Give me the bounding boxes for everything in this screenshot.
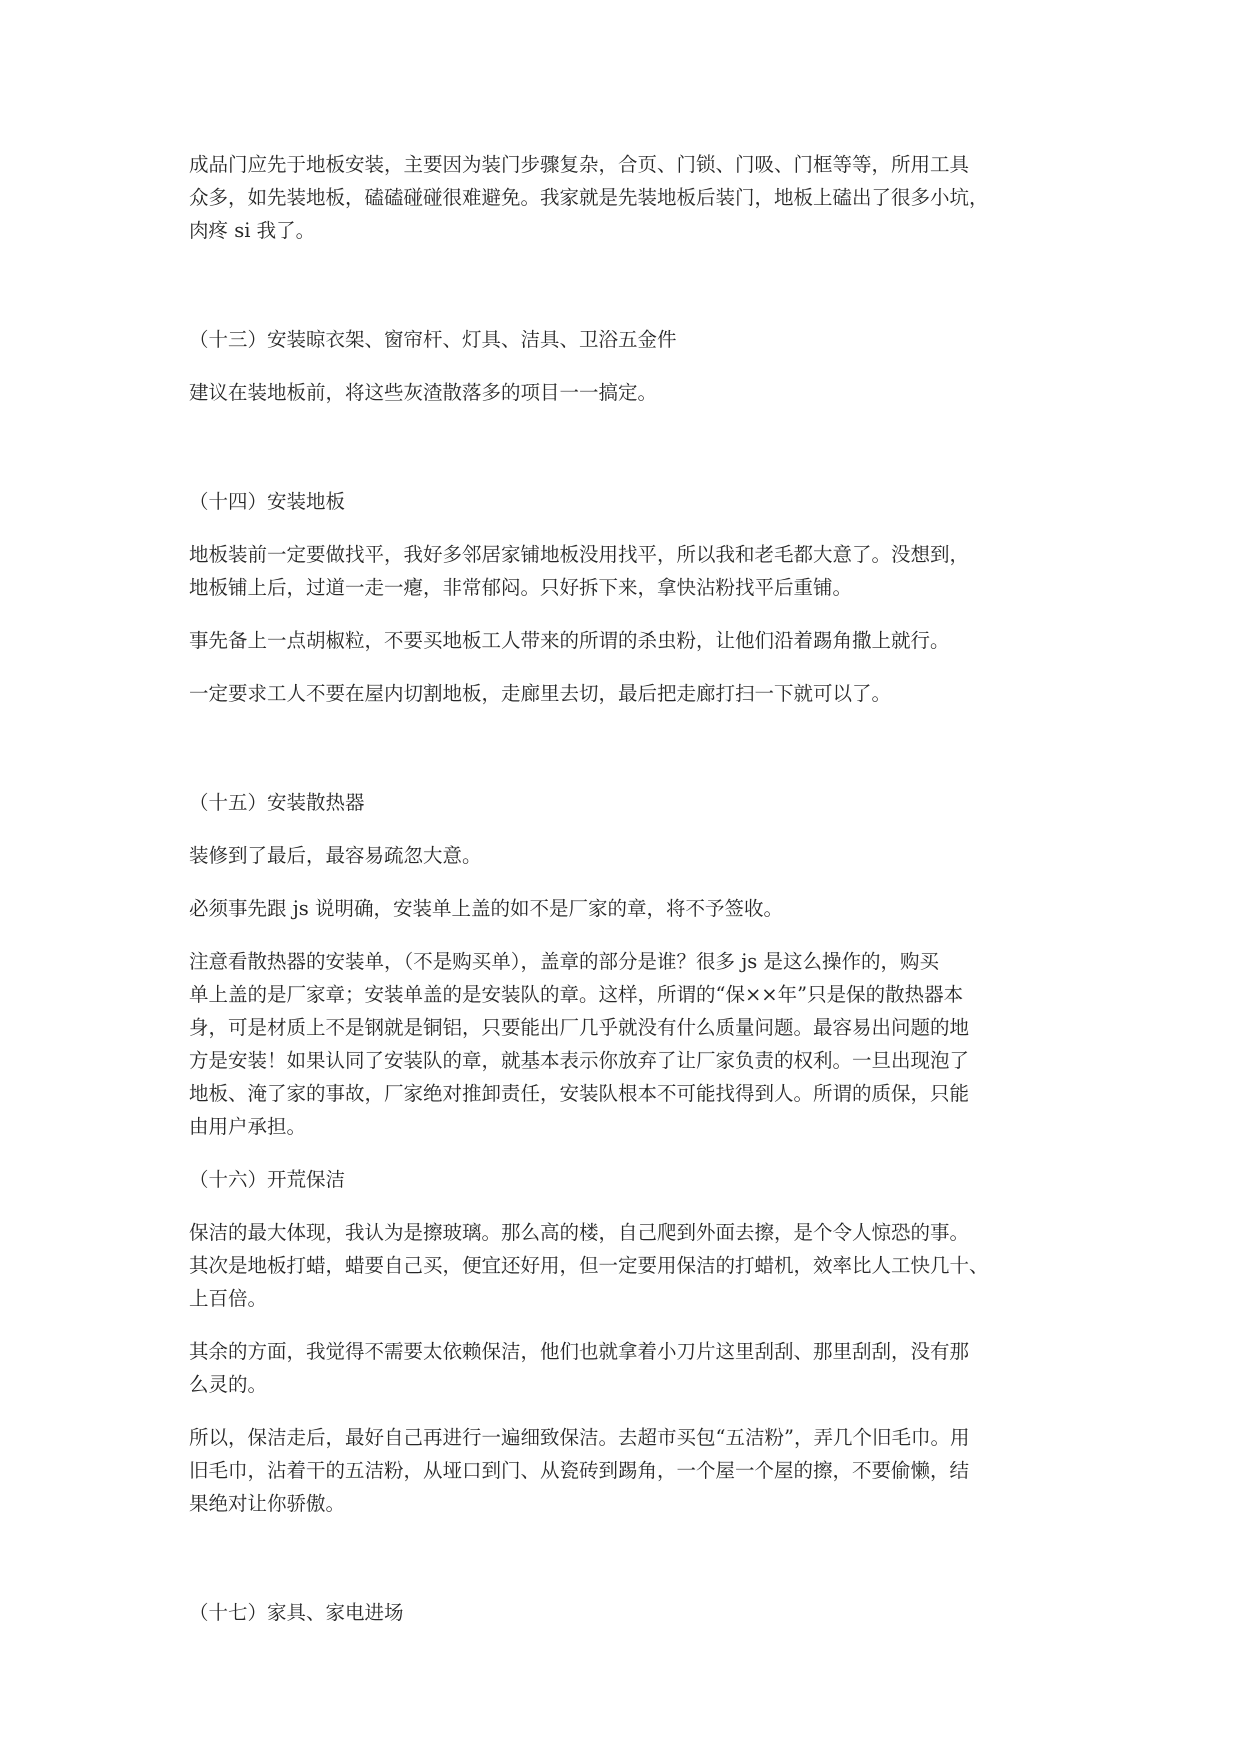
section-spacer bbox=[189, 267, 1089, 323]
paragraph bbox=[189, 945, 1089, 1143]
section-heading: （十七）家具、家电进场 bbox=[189, 1601, 404, 1624]
paragraph-line: 必须事先跟 js 说明确，安装单上盖的如不是厂家的章，将不予签收。 bbox=[189, 897, 783, 920]
section-heading: （十六）开荒保洁 bbox=[189, 1168, 346, 1191]
paragraph-line: 方是安装！如果认同了安装队的章，就基本表示你放弃了让厂家负责的权利。一旦出现泡了 bbox=[189, 1049, 970, 1072]
document-body bbox=[189, 148, 1089, 1649]
paragraph bbox=[189, 839, 1089, 872]
paragraph-line: 其次是地板打蜡，蜡要自己买，便宜还好用，但一定要用保洁的打蜡机，效率比人工快几十、 bbox=[189, 1254, 989, 1277]
paragraph bbox=[189, 538, 1089, 604]
section-spacer bbox=[189, 429, 1089, 485]
paragraph-line: 众多，如先装地板，磕磕碰碰很难避免。我家就是先装地板后装门，地板上磕出了很多小坑， bbox=[189, 186, 989, 209]
paragraph-line: 旧毛巾，沾着干的五洁粉，从垭口到门、从瓷砖到踢角，一个屋一个屋的擦，不要偷懒，结 bbox=[189, 1459, 970, 1482]
paragraph bbox=[189, 624, 1089, 657]
paragraph-line: 地板、淹了家的事故，厂家绝对推卸责任，安装队根本不可能找得到人。所谓的质保，只能 bbox=[189, 1082, 970, 1105]
paragraph-line: 所以，保洁走后，最好自己再进行一遍细致保洁。去超市买包“五洁粉”，弄几个旧毛巾。用 bbox=[189, 1426, 970, 1449]
paragraph-line: 上百倍。 bbox=[189, 1287, 268, 1310]
section-spacer bbox=[189, 1540, 1089, 1596]
paragraph-line: 建议在装地板前，将这些灰渣散落多的项目一一搞定。 bbox=[189, 381, 658, 404]
section-heading: （十五）安装散热器 bbox=[189, 791, 365, 814]
paragraph-line: 保洁的最大体现，我认为是擦玻璃。那么高的楼，自己爬到外面去擦，是个令人惊恐的事。 bbox=[189, 1221, 970, 1244]
paragraph bbox=[189, 148, 1089, 247]
paragraph-line: 装修到了最后，最容易疏忽大意。 bbox=[189, 844, 482, 867]
paragraph-line: 成品门应先于地板安装，主要因为装门步骤复杂，合页、门锁、门吸、门框等等，所用工具 bbox=[189, 153, 970, 176]
section-heading: （十四）安装地板 bbox=[189, 490, 346, 513]
paragraph-line: 由用户承担。 bbox=[189, 1115, 307, 1138]
paragraph-line: 地板铺上后，过道一走一瘪，非常郁闷。只好拆下来，拿快沾粉找平后重铺。 bbox=[189, 576, 853, 599]
paragraph-line: 单上盖的是厂家章；安装单盖的是安装队的章。这样，所谓的“保××年”只是保的散热器本 bbox=[189, 983, 964, 1006]
paragraph-line: 身，可是材质上不是钢就是铜铝，只要能出厂几乎就没有什么质量问题。最容易出问题的地 bbox=[189, 1016, 970, 1039]
paragraph-line: 肉疼 si 我了。 bbox=[189, 219, 316, 242]
section-spacer bbox=[189, 730, 1089, 786]
paragraph bbox=[189, 892, 1089, 925]
paragraph bbox=[189, 1421, 1089, 1520]
paragraph bbox=[189, 677, 1089, 710]
paragraph-line: 么灵的。 bbox=[189, 1373, 268, 1396]
paragraph-line: 地板装前一定要做找平，我好多邻居家铺地板没用找平，所以我和老毛都大意了。没想到， bbox=[189, 543, 970, 566]
paragraph-line: 注意看散热器的安装单，（不是购买单），盖章的部分是谁？很多 js 是这么操作的，购买 bbox=[189, 950, 939, 973]
paragraph bbox=[189, 1335, 1089, 1401]
section-heading: （十三）安装晾衣架、窗帘杆、灯具、洁具、卫浴五金件 bbox=[189, 328, 677, 351]
paragraph-line: 果绝对让你骄傲。 bbox=[189, 1492, 346, 1515]
paragraph-line: 其余的方面，我觉得不需要太依赖保洁，他们也就拿着小刀片这里刮刮、那里刮刮，没有那 bbox=[189, 1340, 970, 1363]
paragraph bbox=[189, 1216, 1089, 1315]
paragraph-line: 事先备上一点胡椒粒，不要买地板工人带来的所谓的杀虫粉，让他们沿着踢角撒上就行。 bbox=[189, 629, 950, 652]
paragraph-line: 一定要求工人不要在屋内切割地板，走廊里去切，最后把走廊打扫一下就可以了。 bbox=[189, 682, 892, 705]
paragraph bbox=[189, 376, 1089, 409]
